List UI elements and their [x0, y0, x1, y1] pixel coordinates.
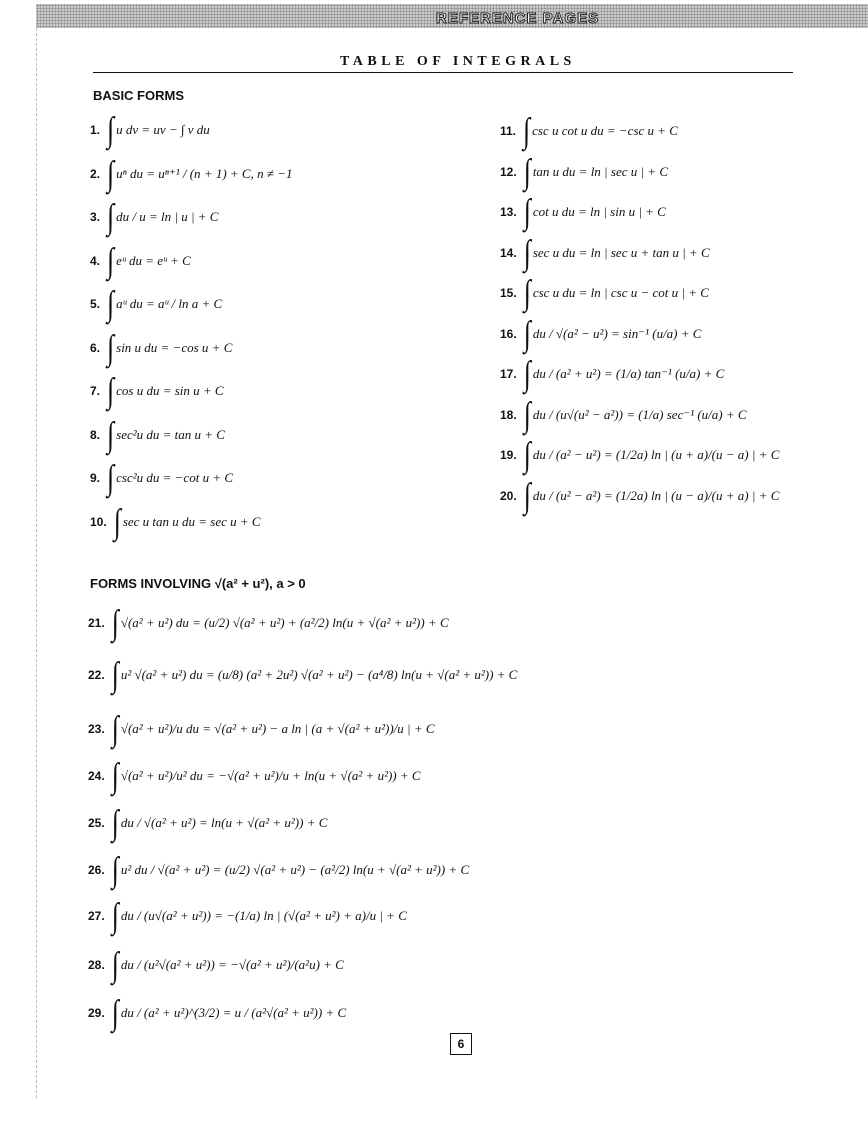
section-basic-forms: BASIC FORMS [93, 88, 184, 103]
integral-sign: ∫ [523, 191, 531, 231]
integral-sign: ∫ [523, 434, 531, 474]
integral-formula [500, 475, 780, 515]
integral-sign: ∫ [107, 457, 115, 497]
integral-sign: ∫ [107, 283, 115, 323]
integral-sign: ∫ [107, 414, 115, 454]
integral-sign: ∫ [523, 394, 531, 434]
formula-expression: du / (u√(u² − a²)) = (1/a) sec⁻¹ (u/a) + C [532, 406, 747, 422]
integral-sign: ∫ [107, 196, 115, 236]
integral-sign: ∫ [107, 153, 115, 193]
integral-formula [88, 895, 407, 935]
integral-formula [500, 313, 702, 353]
formula-number: 3. [90, 210, 101, 224]
integral-sign: ∫ [111, 708, 119, 748]
integral-sign: ∫ [111, 802, 119, 842]
formula-number: 18. [500, 407, 517, 422]
formula-expression: du / (a² + u²)^(3/2) = u / (a²√(a² + u²)) + C [120, 1005, 347, 1020]
integral-formula [90, 327, 233, 367]
formula-expression: du / √(a² − u²) = sin⁻¹ (u/a) + C [532, 325, 702, 341]
reference-pages-banner [36, 4, 868, 28]
integral-formula [90, 153, 293, 193]
integral-formula [500, 191, 666, 231]
integral-formula [88, 802, 328, 842]
integral-formula [88, 708, 435, 748]
formula-number: 28. [88, 958, 105, 972]
formula-expression: csc u cot u du = −csc u + C [532, 123, 678, 138]
integral-formula [500, 151, 668, 191]
formula-number: 9. [90, 471, 101, 485]
formula-number: 21. [88, 616, 105, 630]
integral-formula [88, 755, 421, 795]
formula-expression: sec²u du = tan u + C [116, 426, 225, 442]
formula-expression: √(a² + u²)/u² du = −√(a² + u²)/u + ln(u + √(a² + u²)) + C [120, 768, 421, 783]
integral-sign: ∫ [523, 110, 531, 150]
integral-formula [500, 353, 725, 393]
integral-formula [90, 370, 224, 410]
title-rule [93, 72, 793, 73]
integral-formula [90, 501, 261, 541]
integral-formula [500, 434, 780, 474]
integral-formula [90, 414, 225, 454]
formula-expression: csc u du = ln | csc u − cot u | + C [532, 285, 709, 300]
integral-formula [88, 654, 518, 694]
integral-formula [500, 272, 709, 312]
formula-number: 7. [90, 384, 101, 398]
formula-expression: du / (a² + u²) = (1/a) tan⁻¹ (u/a) + C [532, 366, 725, 381]
formula-expression: du / √(a² + u²) = ln(u + √(a² + u²)) + C [120, 815, 328, 830]
integral-sign: ∫ [111, 992, 119, 1032]
page-gutter-line [36, 28, 37, 1098]
formula-number: 22. [88, 668, 105, 682]
formula-number: 16. [500, 326, 517, 341]
formula-number: 26. [88, 863, 105, 877]
formula-number: 15. [500, 286, 517, 300]
formula-number: 13. [500, 205, 517, 219]
formula-expression: cos u du = sin u + C [116, 383, 224, 398]
formula-expression: u² √(a² + u²) du = (u/8) (a² + 2u²) √(a² + u²) − (a⁴/8) ln(u + √(a² + u²)) + C [120, 667, 518, 682]
banner-title: REFERENCE PAGES [436, 10, 600, 27]
integral-formula [90, 457, 234, 497]
formula-number: 23. [88, 722, 105, 736]
formula-number: 5. [90, 297, 101, 311]
section-forms-involving: FORMS INVOLVING √(a² + u²), a > 0 [90, 576, 306, 591]
integral-sign: ∫ [111, 849, 119, 889]
integral-sign: ∫ [523, 232, 531, 272]
formula-number: 8. [90, 427, 101, 442]
formula-expression: cot u du = ln | sin u | + C [532, 204, 666, 219]
integral-sign: ∫ [111, 944, 119, 984]
formula-expression: √(a² + u²)/u du = √(a² + u²) − a ln | (a + √(a² + u²))/u | + C [120, 721, 435, 736]
integral-sign: ∫ [523, 272, 531, 312]
integral-formula [90, 109, 210, 149]
table-title: TABLE OF INTEGRALS [340, 54, 576, 69]
formula-expression: √(a² + u²) du = (u/2) √(a² + u²) + (a²/2) ln(u + √(a² + u²)) + C [120, 615, 449, 630]
formula-expression: eᵘ du = eᵘ + C [116, 252, 191, 268]
integral-formula [500, 110, 678, 150]
integral-formula [88, 944, 344, 984]
formula-number: 10. [90, 514, 107, 529]
page-number: 6 [450, 1033, 472, 1055]
formula-number: 17. [500, 367, 517, 381]
formula-number: 19. [500, 448, 517, 462]
formula-expression: du / u = ln | u | + C [116, 209, 219, 224]
integral-sign: ∫ [107, 370, 115, 410]
formula-expression: du / (a² − u²) = (1/2a) ln | (u + a)/(u − a) | + C [532, 447, 780, 462]
integral-formula [88, 849, 470, 889]
integral-sign: ∫ [111, 654, 119, 694]
formula-number: 25. [88, 816, 105, 830]
formula-expression: du / (u√(a² + u²)) = −(1/a) ln | (√(a² + u²) + a)/u | + C [120, 908, 407, 923]
integral-sign: ∫ [523, 353, 531, 393]
formula-expression: sin u du = −cos u + C [116, 339, 233, 355]
formula-number: 6. [90, 340, 101, 355]
integral-sign: ∫ [523, 313, 531, 353]
formula-expression: du / (u² − a²) = (1/2a) ln | (u − a)/(u + a) | + C [532, 487, 780, 503]
formula-number: 20. [500, 488, 517, 503]
formula-number: 1. [90, 123, 101, 137]
formula-number: 14. [500, 245, 517, 260]
integral-formula [500, 232, 710, 272]
integral-formula [90, 283, 223, 323]
integral-sign: ∫ [113, 501, 121, 541]
integral-formula [90, 196, 219, 236]
formula-expression: csc²u du = −cot u + C [116, 470, 234, 485]
integral-formula [88, 992, 347, 1032]
integral-formula [88, 602, 449, 642]
integral-formula [90, 240, 191, 280]
integral-sign: ∫ [523, 475, 531, 515]
formula-number: 29. [88, 1006, 105, 1020]
integral-sign: ∫ [107, 109, 115, 149]
formula-expression: u² du / √(a² + u²) = (u/2) √(a² + u²) − (a²/2) ln(u + √(a² + u²)) + C [120, 862, 470, 877]
formula-number: 12. [500, 164, 517, 179]
formula-number: 2. [90, 166, 101, 181]
formula-expression: u dv = uv − ∫ v du [116, 122, 210, 137]
formula-expression: uⁿ du = uⁿ⁺¹ / (n + 1) + C, n ≠ −1 [116, 165, 293, 181]
formula-expression: tan u du = ln | sec u | + C [532, 163, 668, 179]
formula-expression: du / (u²√(a² + u²)) = −√(a² + u²)/(a²u) + C [120, 957, 344, 972]
formula-expression: aᵘ du = aᵘ / ln a + C [116, 296, 223, 311]
integral-sign: ∫ [111, 755, 119, 795]
integral-formula [500, 394, 747, 434]
integral-sign: ∫ [107, 240, 115, 280]
integral-sign: ∫ [523, 151, 531, 191]
formula-expression: sec u tan u du = sec u + C [122, 513, 261, 529]
integral-sign: ∫ [111, 895, 119, 935]
integral-sign: ∫ [111, 602, 119, 642]
formula-number: 24. [88, 769, 105, 783]
formula-number: 27. [88, 909, 105, 923]
formula-number: 4. [90, 253, 101, 268]
integral-sign: ∫ [107, 327, 115, 367]
formula-number: 11. [500, 124, 517, 138]
formula-expression: sec u du = ln | sec u + tan u | + C [532, 244, 710, 260]
